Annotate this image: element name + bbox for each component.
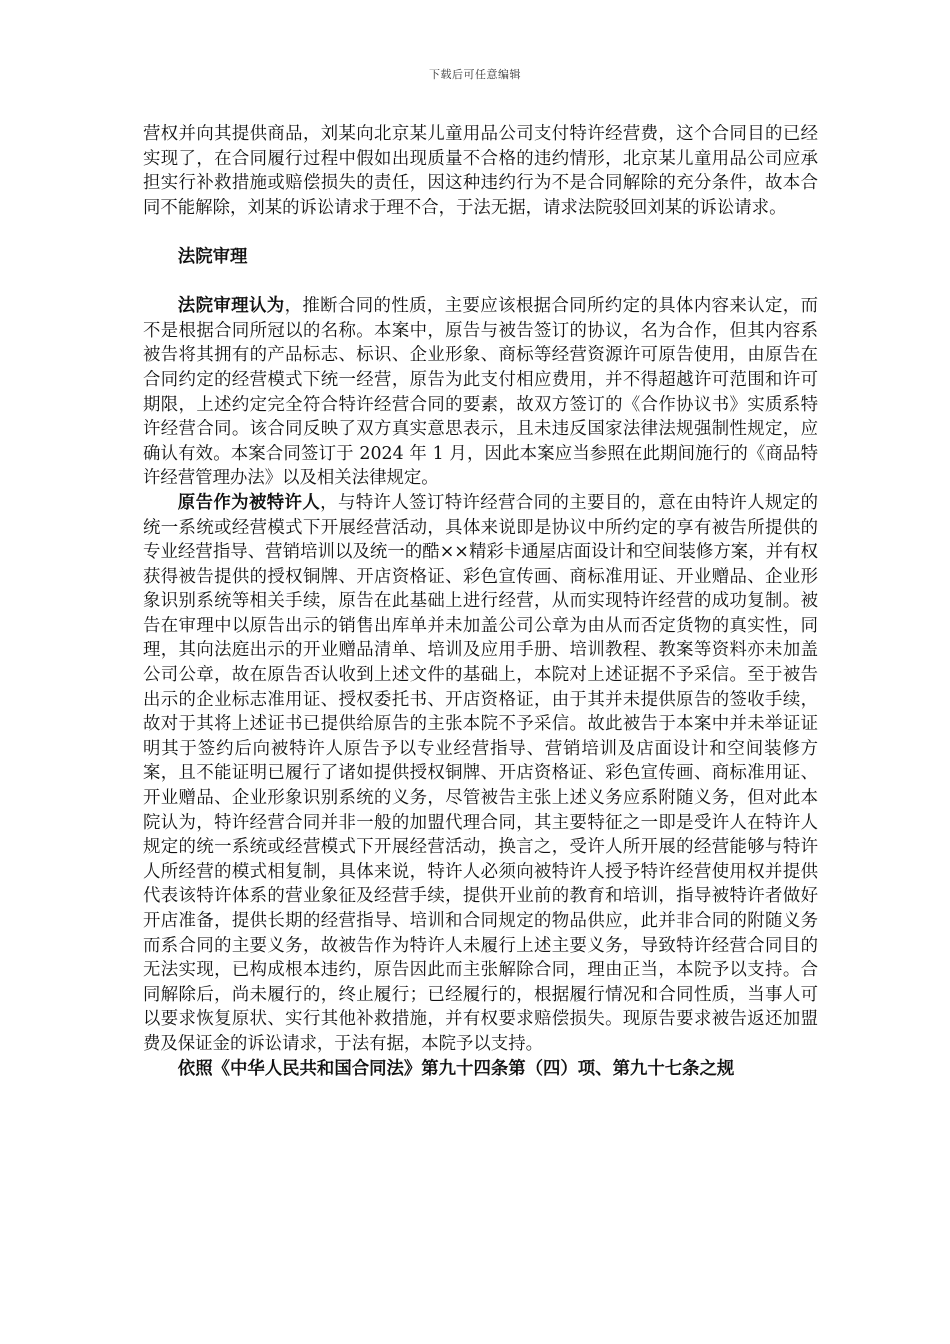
document-body (143, 122, 818, 1081)
paragraph-defense-conclusion: 营权并向其提供商品，刘某向北京某儿童用品公司支付特许经营费，这个合同目的已经实现了，在合同履行过程中假如出现质量不合格的违约情形，北京某儿童用品公司应承担实行补救措施或赔偿损失的责任，因这种违约行为不是合同解除的充分条件，故本合同不能解除，刘某的诉讼请求于理不合，于法无据，请求法院驳回刘某的诉讼请求。 (143, 124, 818, 218)
paragraph-text-franchisee: ，与特许人签订特许经营合同的主要目的，意在由特许人规定的统一系统或经营模式下开展经营活动，具体来说即是协议中所约定的享有被告所提供的专业经营指导、营销培训以及统一的酷××精彩卡通屋店面设计和空间装修方案，并有权获得被告提供的授权铜牌、开店资格证、彩色宣传画、商标准用证、开业赠品、企业形象识别系统等相关手续，原告在此基础上进行经营，从而实现特许经营的成功复制。被告在审理中以原告出示的销售出库单并未加盖公司公章为由从而否定货物的真实性，同理，其向法庭出示的开业赠品清单、培训及应用手册、培训教程、教案等资料亦未加盖公司公章，故在原告否认收到上述文件的基础上，本院对上述证据不予采信。至于被告出示的企业标志准用证、授权委托书、开店资格证，由于其并未提供原告的签收手续，故对于其将上述证书已提供给原告的主张本院不予采信。故此被告于本案中并未举证证明其于签约后向被特许人原告予以专业经营指导、营销培训及店面设计和空间装修方案，且不能证明已履行了诸如提供授权铜牌、开店资格证、彩色宣传画、商标准用证、开业赠品、企业形象识别系统的义务，尽管被告主张上述义务应系附随义务，但对此本院认为，特许经营合同并非一般的加盟代理合同，其主要特征之一即是受许人在特许人规定的统一系统或经营模式下开展经营活动，换言之，受许人所开展的经营能够与特许人所经营的模式相复制，具体来说，特许人必须向被特许人授予特许经营使用权并提供代表该特许体系的营业象征及经营手续，提供开业前的教育和培训，指导被特许者做好开店准备，提供长期的经营指导、培训和合同规定的物品供应，此并非合同的附随义务而系合同的主要义务，故被告作为特许人未履行上述主要义务，导致特许经营合同目的无法实现，已构成根本违约，原告因此而主张解除合同，理由正当，本院予以支持。合同解除后，尚未履行的，终止履行；已经履行的，根据履行情况和合同性质，当事人可以要求恢复原状、实行其他补救措施，并有权要求赔偿损失。现原告要求被告返还加盟费及保证金的诉讼请求，于法有据，本院予以支持。 (143, 492, 818, 1054)
paragraph-franchisee-analysis (143, 491, 818, 1057)
paragraph-court-opinion (143, 294, 818, 491)
paragraph-text-court-opinion: ，推断合同的性质，主要应该根据合同所约定的具体内容来认定，而不是根据合同所冠以的名称。本案中，原告与被告签订的协议，名为合作，但其内容系被告将其拥有的产品标志、标识、企业形象、商标等经营资源许可原告使用，由原告在合同约定的经营模式下统一经营，原告为此支付相应费用，并不得超越许可范围和许可期限，上述约定完全符合特许经营合同的要素，故双方签订的《合作协议书》实质系特许经营合同。该合同反映了双方真实意思表示，且未违反国家法律法规强制性规定，应确认有效。本案合同签订于 2024 年 1 月，因此本案应当参照在此期间施行的《商品特许经营管理办法》以及相关法律规定。 (143, 296, 818, 489)
section-heading-court-review: 法院审理 (177, 246, 248, 267)
page-header: 下载后可任意编辑 (429, 68, 521, 81)
paragraph-legal-basis: 依照《中华人民共和国合同法》第九十四条第（四）项、第九十七条之规 (177, 1058, 735, 1079)
paragraph-lead-franchisee: 原告作为被特许人 (177, 492, 321, 513)
paragraph-lead-court-opinion: 法院审理认为 (177, 296, 285, 317)
